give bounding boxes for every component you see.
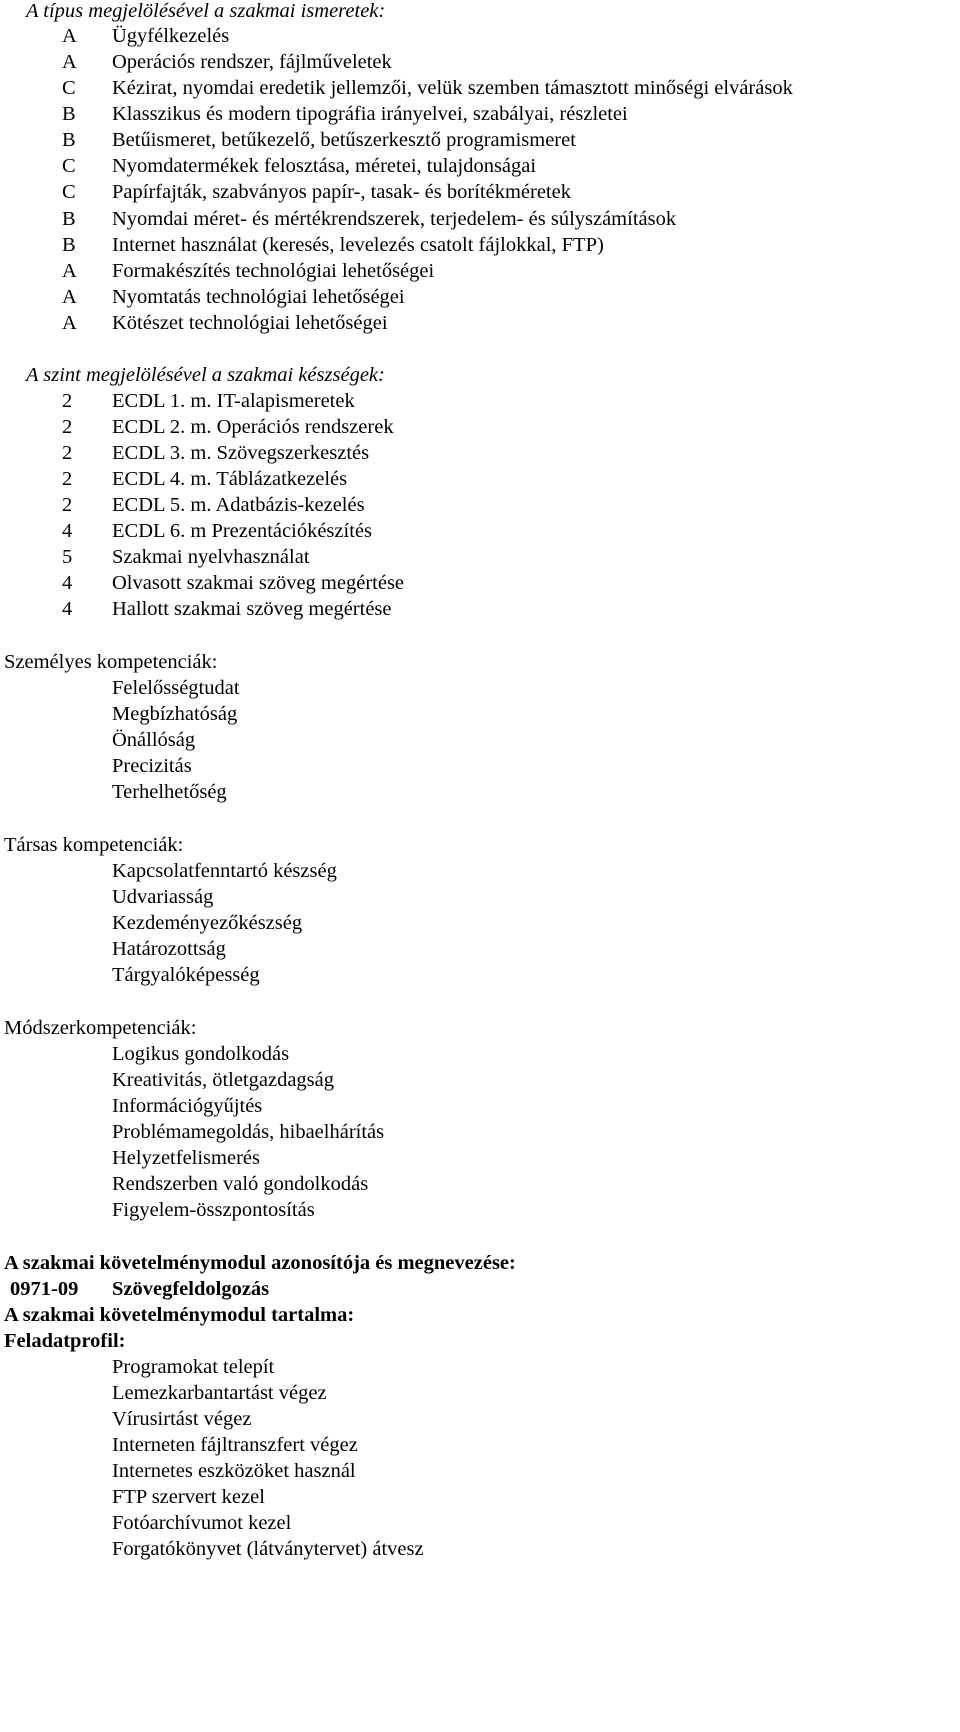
list-item: Helyzetfelismerés: [112, 1147, 260, 1169]
list-item: Figyelem-összpontosítás: [112, 1199, 315, 1221]
module-name: Szövegfeldolgozás: [112, 1278, 270, 1300]
grade: C: [62, 155, 76, 177]
section2-heading: A szint megjelölésével a szakmai készségek:: [26, 364, 385, 386]
list-item: Logikus gondolkodás: [112, 1043, 290, 1065]
list-item: FTP szervert kezel: [112, 1486, 265, 1508]
list-item: Tárgyalóképesség: [112, 964, 260, 986]
level: 2: [62, 442, 73, 464]
level: 4: [62, 598, 73, 620]
level: 2: [62, 468, 73, 490]
grade: C: [62, 181, 76, 203]
list-item: Határozottság: [112, 938, 226, 960]
item-text: Papírfajták, szabványos papír-, tasak- és borítékméretek: [112, 181, 571, 203]
item-text: ECDL 3. m. Szövegszerkesztés: [112, 442, 370, 464]
item-text: ECDL 2. m. Operációs rendszerek: [112, 416, 394, 438]
list-item: Udvariasság: [112, 886, 214, 908]
item-text: Nyomdai méret- és mértékrendszerek, terjedelem- és súlyszámítások: [112, 208, 677, 230]
list-item: Felelősségtudat: [112, 677, 240, 699]
grade: B: [62, 208, 76, 230]
list-item: Rendszerben való gondolkodás: [112, 1173, 369, 1195]
item-text: Kötészet technológiai lehetőségei: [112, 312, 388, 334]
list-item: Programokat telepít: [112, 1356, 275, 1378]
item-text: Ügyfélkezelés: [112, 25, 230, 47]
list-item: Megbízhatóság: [112, 703, 238, 725]
section1-heading: A típus megjelölésével a szakmai ismeretek:: [26, 0, 386, 22]
level: 2: [62, 494, 73, 516]
level: 2: [62, 390, 73, 412]
item-text: Klasszikus és modern tipográfia irányelvei, szabályai, részletei: [112, 103, 628, 125]
item-text: ECDL 1. m. IT-alapismeretek: [112, 390, 355, 412]
grade: B: [62, 103, 76, 125]
grade: A: [62, 260, 77, 282]
item-text: Szakmai nyelvhasználat: [112, 546, 310, 568]
level: 4: [62, 520, 73, 542]
list-item: Problémamegoldás, hibaelhárítás: [112, 1121, 385, 1143]
list-item: Önállóság: [112, 729, 196, 751]
list-item: Információgyűjtés: [112, 1095, 263, 1117]
method-heading: Módszerkompetenciák:: [4, 1017, 197, 1039]
grade: A: [62, 286, 77, 308]
list-item: Kreativitás, ötletgazdagság: [112, 1069, 334, 1091]
level: 4: [62, 572, 73, 594]
item-text: Operációs rendszer, fájlműveletek: [112, 51, 392, 73]
item-text: ECDL 6. m Prezentációkészítés: [112, 520, 372, 542]
item-text: ECDL 4. m. Táblázatkezelés: [112, 468, 348, 490]
personal-heading: Személyes kompetenciák:: [4, 651, 218, 673]
level: 2: [62, 416, 73, 438]
item-text: Formakészítés technológiai lehetőségei: [112, 260, 435, 282]
item-text: Internet használat (keresés, levelezés csatolt fájlokkal, FTP): [112, 234, 604, 256]
social-heading: Társas kompetenciák:: [4, 834, 184, 856]
list-item: Forgatókönyvet (látványtervet) átvesz: [112, 1538, 424, 1560]
item-text: ECDL 5. m. Adatbázis-kezelés: [112, 494, 365, 516]
grade: A: [62, 312, 77, 334]
level: 5: [62, 546, 73, 568]
item-text: Nyomdatermékek felosztása, méretei, tulajdonságai: [112, 155, 537, 177]
list-item: Kezdeményezőkészség: [112, 912, 303, 934]
list-item: Fotóarchívumot kezel: [112, 1512, 292, 1534]
item-text: Hallott szakmai szöveg megértése: [112, 598, 392, 620]
grade: B: [62, 129, 76, 151]
module-content-heading: A szakmai követelménymodul tartalma:: [4, 1304, 355, 1326]
grade: A: [62, 25, 77, 47]
grade: B: [62, 234, 76, 256]
list-item: Kapcsolatfenntartó készség: [112, 860, 337, 882]
grade: A: [62, 51, 77, 73]
list-item: Interneten fájltranszfert végez: [112, 1434, 358, 1456]
list-item: Terhelhetőség: [112, 781, 227, 803]
module-code: 0971-09: [10, 1278, 79, 1300]
item-text: Olvasott szakmai szöveg megértése: [112, 572, 405, 594]
grade: C: [62, 77, 76, 99]
item-text: Betűismeret, betűkezelő, betűszerkesztő programismeret: [112, 129, 576, 151]
profile-heading: Feladatprofil:: [4, 1330, 126, 1352]
item-text: Kézirat, nyomdai eredetik jellemzői, velük szemben támasztott minőségi elvárások: [112, 77, 793, 99]
list-item: Lemezkarbantartást végez: [112, 1382, 327, 1404]
list-item: Vírusirtást végez: [112, 1408, 252, 1430]
list-item: Internetes eszközöket használ: [112, 1460, 356, 1482]
list-item: Precizitás: [112, 755, 192, 777]
module-id-heading: A szakmai követelménymodul azonosítója és megnevezése:: [4, 1252, 516, 1274]
item-text: Nyomtatás technológiai lehetőségei: [112, 286, 405, 308]
